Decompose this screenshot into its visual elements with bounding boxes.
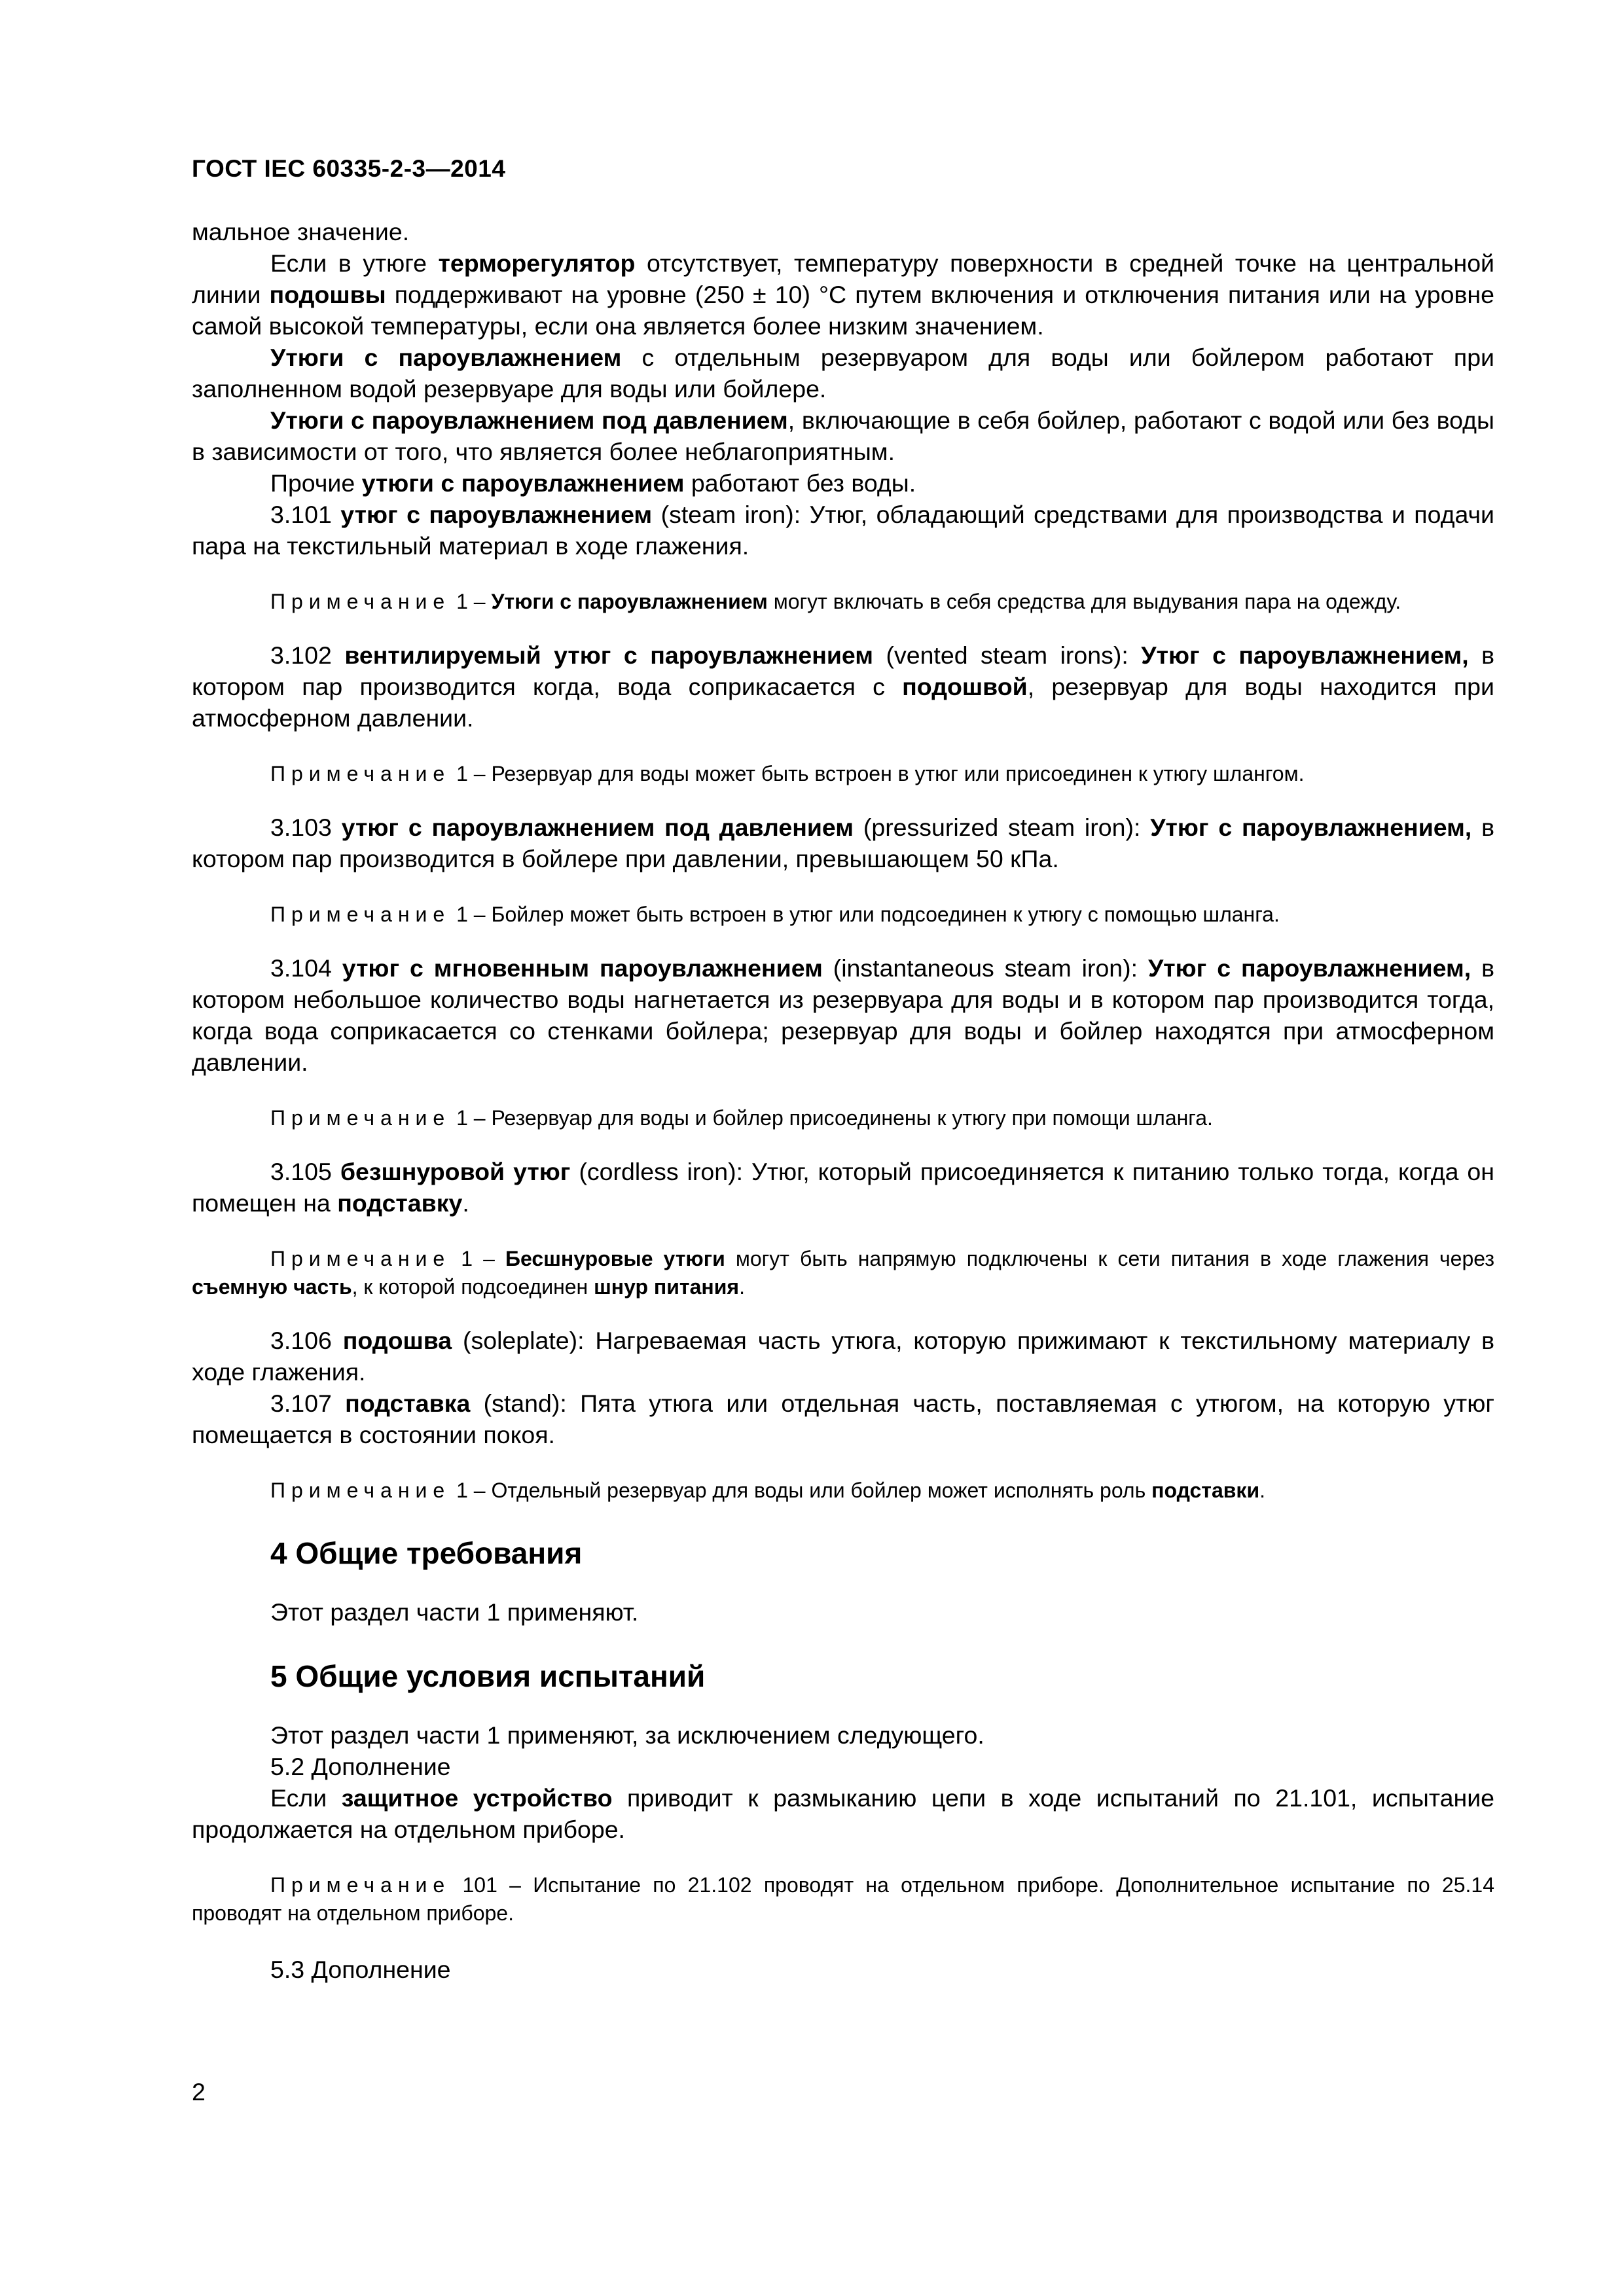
paragraph: Этот раздел части 1 применяют, за исключением следующего. xyxy=(270,1721,984,1749)
document-body xyxy=(192,216,1494,1985)
definition-3-106: 3.106 подошва (soleplate): Нагреваемая часть утюга, которую прижимают к текстильному материалу в ходе глажения. xyxy=(192,1327,1495,1386)
subsection-5-3: 5.3 Дополнение xyxy=(270,1956,451,1983)
page-number: 2 xyxy=(192,2078,206,2106)
paragraph: Утюги с пароувлажнением с отдельным резервуаром для воды или бойлером работают при заполненном водой резервуаре для воды или бойлере. xyxy=(192,344,1494,403)
note: Примечание 1 – Бесшнуровые утюги могут быть напрямую подключены к сети питания в ходе глажения через съемную часть, к которой подсоединен шнур питания. xyxy=(192,1247,1495,1299)
definition-3-104: 3.104 утюг с мгновенным пароувлажнением (instantaneous steam iron): Утюг с пароувлажнением, в котором небольшое количество воды нагнетается из резервуара для воды и в котором пар производится тогда, когда вода соприкасается со стенками бойлера; резервуар для воды и бойлер находятся при атмосферном давлении. xyxy=(192,954,1495,1076)
subsection-5-2: 5.2 Дополнение xyxy=(270,1753,451,1780)
paragraph: Прочие утюги с пароувлажнением работают без воды. xyxy=(270,469,916,497)
definition-3-102: 3.102 вентилируемый утюг с пароувлажнением (vented steam irons): Утюг с пароувлажнением, в котором пар производится когда, вода соприкасается с подошвой, резервуар для воды находится при атмосферном давлении. xyxy=(192,641,1495,732)
section-heading-4: 4 Общие требования xyxy=(270,1536,583,1570)
note: Примечание 1 – Отдельный резервуар для воды или бойлер может исполнять роль подставки. xyxy=(270,1479,1265,1502)
paragraph: Этот раздел части 1 применяют. xyxy=(270,1598,639,1626)
paragraph: Если защитное устройство приводит к размыканию цепи в ходе испытаний по 21.101, испытание продолжается на отдельном приборе. xyxy=(192,1784,1494,1843)
paragraph: Утюги с пароувлажнением под давлением, включающие в себя бойлер, работают с водой или без воды в зависимости от того, что является более неблагоприятным. xyxy=(192,406,1494,465)
note: Примечание 101 – Испытание по 21.102 проводят на отдельном приборе. Дополнительное испытание по 25.14 проводят на отдельном приборе. xyxy=(192,1873,1494,1925)
note: Примечание 1 – Резервуар для воды может быть встроен в утюг или присоединен к утюгу шлангом. xyxy=(270,762,1305,785)
definition-3-107: 3.107 подставка (stand): Пята утюга или отдельная часть, поставляемая с утюгом, на которую утюг помещается в состоянии покоя. xyxy=(192,1390,1495,1448)
definition-3-105: 3.105 безшнуровой утюг (cordless iron): Утюг, который присоединяется к питанию только тогда, когда он помещен на подставку. xyxy=(192,1158,1494,1217)
definition-3-103: 3.103 утюг с пароувлажнением под давлением (pressurized steam iron): Утюг с пароувлажнением, в котором пар производится в бойлере при давлении, превышающем 50 кПа. xyxy=(192,814,1495,872)
paragraph: Если в утюге терморегулятор отсутствует, температуру поверхности в средней точке на центральной линии подошвы поддерживают на уровне (250 ± 10) °С путем включения и отключения питания или на уровне самой высокой температуры, если она является более низким значением. xyxy=(192,249,1494,340)
paragraph: мальное значение. xyxy=(192,218,410,245)
definition-3-101: 3.101 утюг с пароувлажнением (steam iron): Утюг, обладающий средствами для производства и подачи пара на текстильный материал в ходе глажения. xyxy=(192,501,1494,560)
document-header: ГОСТ IEC 60335-2-3—2014 xyxy=(192,155,506,182)
note: Примечание 1 – Бойлер может быть встроен в утюг или подсоединен к утюгу с помощью шланга. xyxy=(270,903,1280,926)
note: Примечание 1 – Утюги с пароувлажнением могут включать в себя средства для выдувания пара на одежду. xyxy=(270,590,1401,613)
section-heading-5: 5 Общие условия испытаний xyxy=(270,1659,706,1693)
note: Примечание 1 – Резервуар для воды и бойлер присоединены к утюгу при помощи шланга. xyxy=(270,1106,1213,1130)
